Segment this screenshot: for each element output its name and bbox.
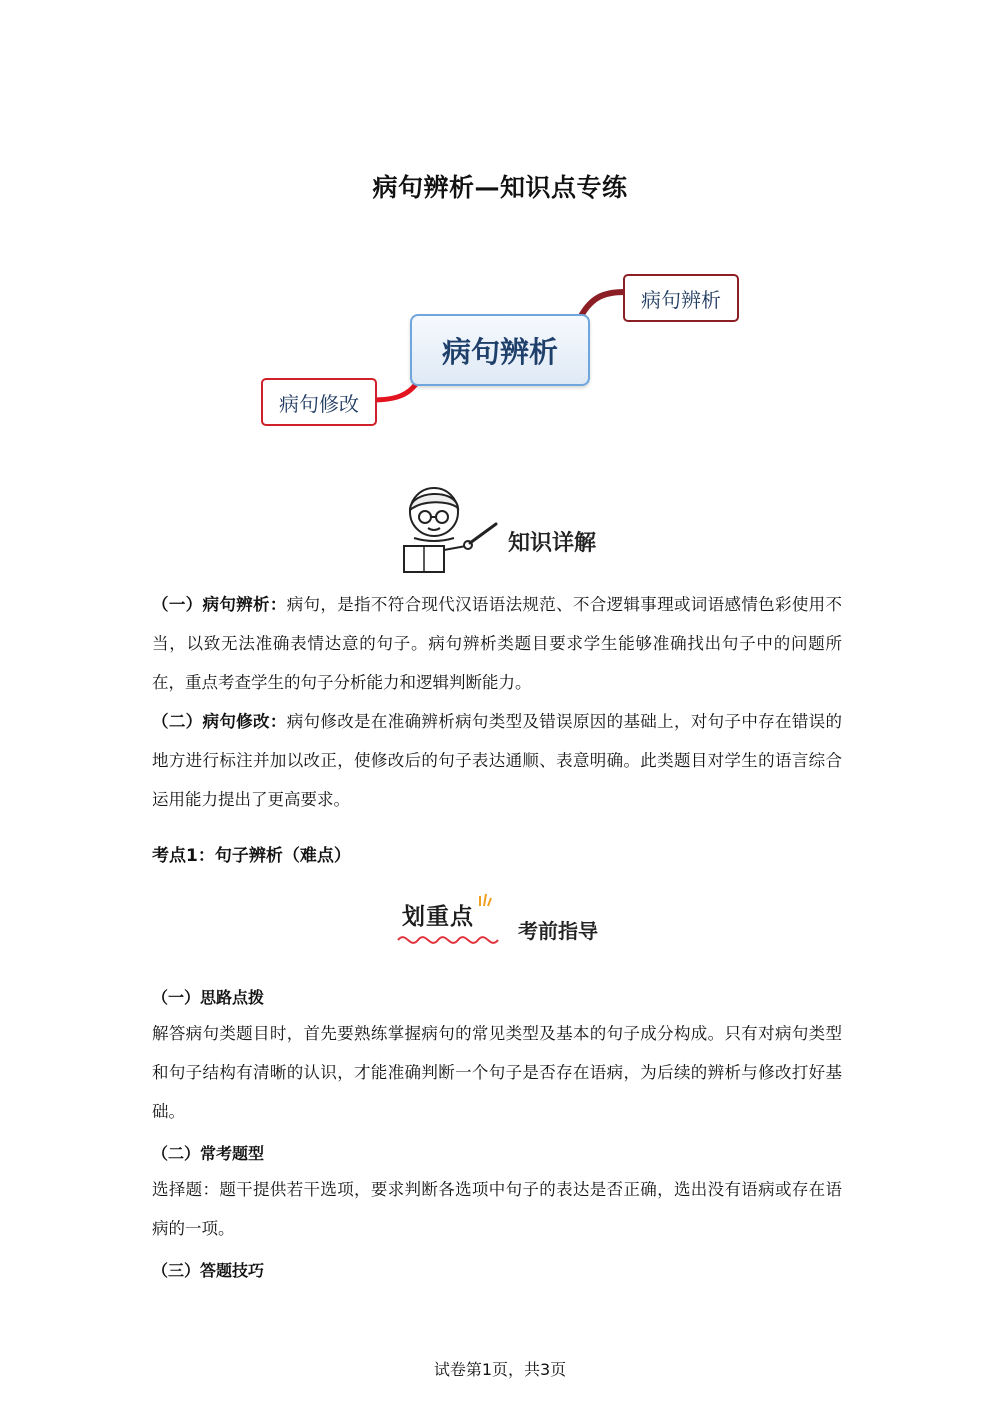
badge-kaoqian-zhidao: 考前指导 xyxy=(518,919,598,943)
teacher-icon xyxy=(396,484,500,576)
guide-heading-2: （二）常考题型 xyxy=(152,1144,265,1163)
section-2-paragraph xyxy=(152,702,842,819)
badge-zhishi-xiangjie: 知识详解 xyxy=(508,531,597,556)
mindmap-connectors xyxy=(0,0,1000,460)
mindmap-node-bingju-xiugai: 病句修改 xyxy=(261,378,377,426)
guide-paragraph-1: 解答病句类题目时，首先要熟练掌握病句的常见类型及基本的句子成分构成。只有对病句类型和句子结构有清晰的认识，才能准确判断一个句子是否存在语病，为后续的辨析与修改打好基础。 xyxy=(152,1024,842,1121)
stamp-text: 划重点 xyxy=(402,904,474,930)
mindmap-node-bingju-bianxi: 病句辨析 xyxy=(623,274,739,322)
sparkle-icon xyxy=(476,892,492,908)
section-1-text: 病句，是指不符合现代汉语语法规范、不合逻辑事理或词语感情色彩使用不当，以致无法准确表情达意的句子。病句辨析类题目要求学生能够准确找出句子中的问题所在，重点考查学生的句子分析能力和逻辑判断能力。 xyxy=(152,595,843,692)
section-2-label: （二）病句修改： xyxy=(152,712,287,731)
page-title: 病句辨析—知识点专练 xyxy=(372,173,628,202)
page-footer: 试卷第1页，共3页 xyxy=(433,1360,567,1379)
stamp-underline xyxy=(396,928,506,952)
guide-heading-3: （三）答题技巧 xyxy=(152,1261,265,1280)
mindmap-center-node: 病句辨析 xyxy=(410,314,590,386)
kaodian-heading: 考点1：句子辨析（难点） xyxy=(152,846,351,866)
section-2-text: 病句修改是在准确辨析病句类型及错误原因的基础上，对句子中存在错误的地方进行标注并加以改正，使修改后的句子表达通顺、表意明确。此类题目对学生的语言综合运用能力提出了更高要求。 xyxy=(152,712,843,809)
stamp-huazhongdian xyxy=(396,898,506,956)
guide-paragraph-2: 选择题：题干提供若干选项，要求判断各选项中句子的表达是否正确，选出没有语病或存在语病的一项。 xyxy=(152,1180,842,1238)
section-1-paragraph xyxy=(152,585,842,702)
guide-heading-1: （一）思路点拨 xyxy=(152,988,265,1007)
section-1-label: （一）病句辨析： xyxy=(152,595,287,614)
